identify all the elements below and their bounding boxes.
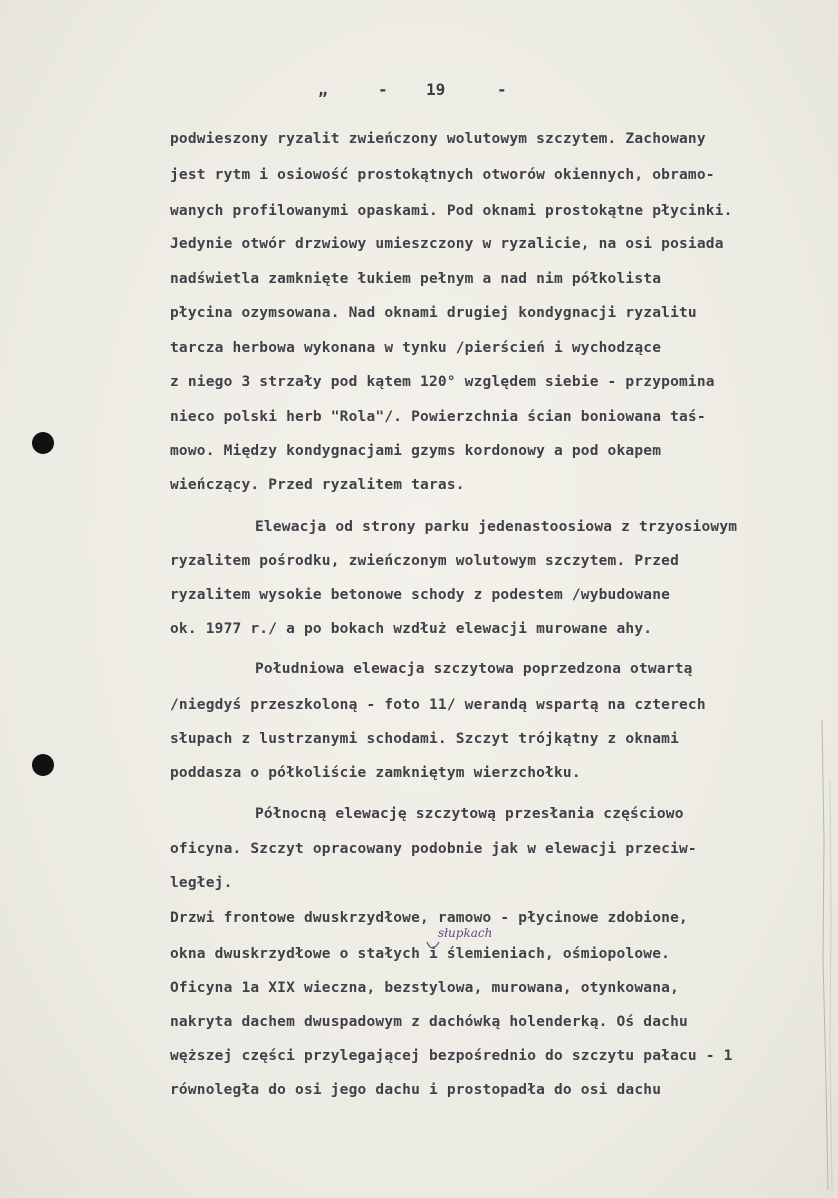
text-line: ryzalitem pośrodku, zwieńczonym wolutowym szczytem. Przed xyxy=(170,553,679,569)
text-line: nakryta dachem dwuspadowym z dachówką holenderką. Oś dachu xyxy=(170,1014,688,1030)
page-edge-shadow xyxy=(816,720,834,1190)
handwritten-annotation: słupkach xyxy=(438,926,493,940)
text-line: poddasza o półkoliście zamkniętym wierzchołku. xyxy=(170,765,581,781)
text-line: węższej części przylegającej bezpośrednio do szczytu pałacu - 1 xyxy=(170,1048,733,1064)
text-line: jest rytm i osiowość prostokątnych otworów okiennych, obramo- xyxy=(170,167,715,183)
header-dash-left: - xyxy=(378,80,388,99)
punch-hole-icon xyxy=(32,432,54,454)
text-line: słupach z lustrzanymi schodami. Szczyt trójkątny z oknami xyxy=(170,731,679,747)
text-line: tarcza herbowa wykonana w tynku /pierścień i wychodzące xyxy=(170,340,662,356)
insertion-caret-icon xyxy=(426,940,440,956)
text-line: mowo. Między kondygnacjami gzyms kordonowy a pod okapem xyxy=(170,443,662,459)
text-line: nieco polski herb "Rola"/. Powierzchnia ścian boniowana taś- xyxy=(170,409,706,425)
text-line: okna dwuskrzydłowe o stałych i ślemieniach, ośmiopolowe. xyxy=(170,946,671,962)
text-line: Oficyna 1a XIX wieczna, bezstylowa, murowana, otynkowana, xyxy=(170,980,679,996)
text-line: wieńczący. Przed ryzalitem taras. xyxy=(170,477,465,493)
text-line: wanych profilowanymi opaskami. Pod oknami prostokątne płycinki. xyxy=(170,203,733,219)
text-line: Południowa elewacja szczytowa poprzedzona otwartą xyxy=(255,661,693,677)
text-line: z niego 3 strzały pod kątem 120° względem siebie - przypomina xyxy=(170,374,715,390)
text-line: ryzalitem wysokie betonowe schody z podestem /wybudowane xyxy=(170,587,671,603)
text-line: nadświetla zamknięte łukiem pełnym a nad nim półkolista xyxy=(170,271,662,287)
text-line: ok. 1977 r./ a po bokach wzdłuż elewacji murowane ahy. xyxy=(170,621,653,637)
text-line: ległej. xyxy=(170,875,233,891)
text-line: /niegdyś przeszkoloną - foto 11/ werandą wspartą na czterech xyxy=(170,697,706,713)
text-line: Drzwi frontowe dwuskrzydłowe, ramowo - płycinowe zdobione, xyxy=(170,910,688,926)
header-dash-right: - xyxy=(497,80,507,99)
text-line: oficyna. Szczyt opracowany podobnie jak w elewacji przeciw- xyxy=(170,841,697,857)
text-line: równoległa do osi jego dachu i prostopadła do osi dachu xyxy=(170,1082,662,1098)
header-left-mark: „ xyxy=(318,80,328,99)
page-number: 19 xyxy=(426,80,446,99)
punch-hole-icon xyxy=(32,754,54,776)
text-line: płycina ozymsowana. Nad oknami drugiej kondygnacji ryzalitu xyxy=(170,305,697,321)
text-line: podwieszony ryzalit zwieńczony wolutowym szczytem. Zachowany xyxy=(170,131,706,147)
text-line: Północną elewację szczytową przesłania częściowo xyxy=(255,806,684,822)
text-line: Elewacja od strony parku jedenastoosiowa z trzyosiowym xyxy=(255,519,738,535)
text-line: Jedynie otwór drzwiowy umieszczony w ryzalicie, na osi posiada xyxy=(170,236,724,252)
